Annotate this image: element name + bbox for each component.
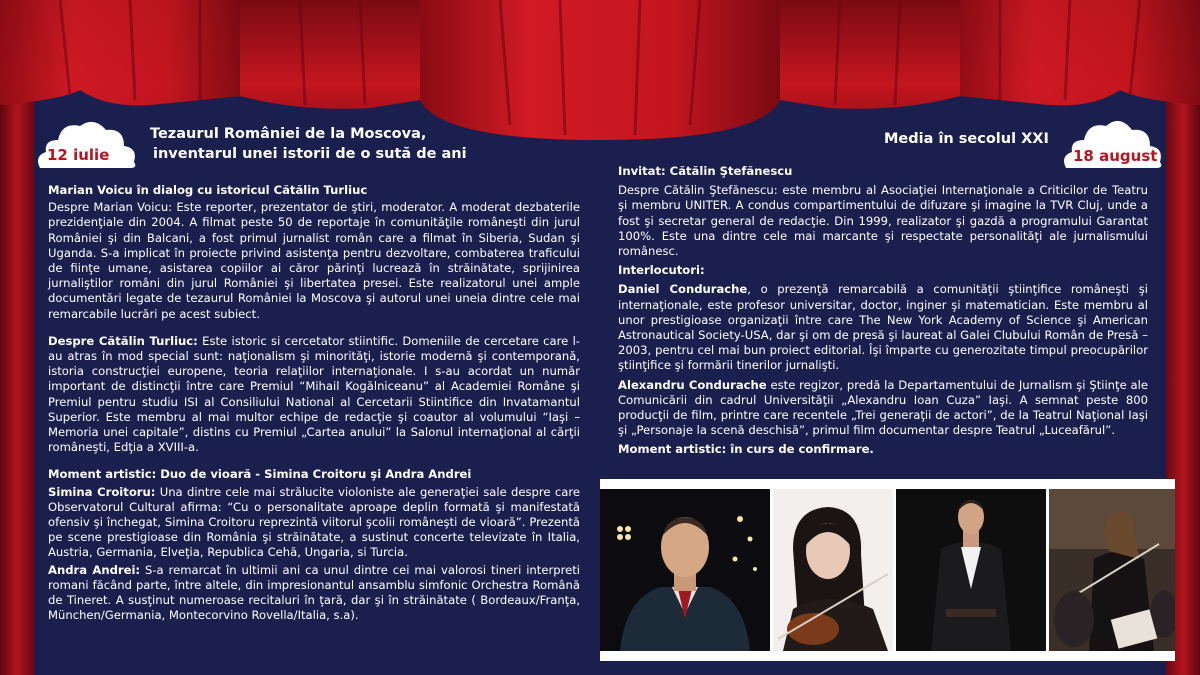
- turliuc-text: Este istoric si cercetator stiintific. Domeniile de cercetare care l-au atras în mod special sunt: naţionalism şi minorităţi, istorie modernă şi contemporană, istoria construcţiei europene, teoria relaţiilor internaţionale. I s-au acordat un număr important de distincţii între care Premiul “Mihail Kogălniceanu” al Academiei Române şi Premiul pentru studiu ISI al Consiliului National al Cercetarii Stiintifice din Invatamantul Superior. Este membru al mai multor echipe de redacţie şi coautor al volumului “Iaşi – Memoria unei capitale”, distins cu Premiul „Cartea anului” la Salonul internaţional al cărţii româneşti, Edţia a XVIII-a.: [48, 333, 580, 455]
- simina-label: Simina Croitoru:: [48, 484, 156, 499]
- andra-bio: [48, 563, 580, 624]
- voicu-bio: Despre Marian Voicu: Este reporter, prezentator de ştiri, moderator. A moderat dezbaterile prezidenţiale din 2004. A filmat peste 50 de reportaje în comunităţile româneşti din jurul României şi din Balcani, a fost primul jurnalist român care a filmat în Siberia, Sudan şi Uganda. S-a implicat în proiecte privind asistenţa pentru dezvoltare, combaterea traficului de fiinţe umane, asistarea copiilor ai căror părinţi lucrează în străinătate, sprijinirea jurnaliştilor români din jurul României şi libertatea presei. Este realizatorul unei ample documentări legate de tezaurul României la Moscova şi autorul unei uneia dintre cele mai remarcabile lucrări pe acest subiect.: [48, 200, 580, 321]
- photo-simina-croitoru: [773, 489, 893, 651]
- daniel-text: , o prezenţă remarcabilă a comunităţii ştiinţifice româneşti şi internaţionale, este profesor universitar, doctor, inginer şi matematician. Este membru al unor prestigioase organizaţii între care The New York Academy of Science şi American Astronautical Society-USA, dar şi om de presă şi laureat al Galei Clubului Român de Presă – 2003, pentru cel mai bun proiect editorial. Îşi împarte cu generozitate timpul preocupărilor ştiinţifice şi formării tinerilor jurnalişti.: [618, 282, 1148, 373]
- andra-text: S-a remarcat în ultimii ani ca unul dintre cei mai valorosi tineri interpreti romani făcând parte, între altele, din impresionantul ansamblu simfonic Orchestra Română de Tineret. A susţinut numeroase recitaluri în ţară, dar şi în străinătate ( Bordeaux/Franţa, München/Germania, Montecorvino Rovella/Italia, s.a).: [48, 562, 580, 623]
- alexandru-bio: [618, 378, 1148, 439]
- photo-catalin-stefanescu: [600, 489, 770, 651]
- interlocutors-heading: Interlocutori:: [618, 263, 705, 278]
- turliuc-label: Despre Cătălin Turliuc:: [48, 333, 198, 348]
- guest-bio: Despre Cătălin Ştefănescu: este membru al Asociaţiei Internaţionale a Criticilor de Teatru şi membru UNITER. A condus compartimentului de difuzare şi imagine la TVR Cluj, unde a fost şi secretar general de redacţie. Din 1999, realizator şi gazdă a programului Garantat 100%. Este una dintre cele mai marcante şi respectate personalităţi ale jurnalismului românesc.: [618, 183, 1148, 259]
- date-right: 18 august: [1073, 147, 1158, 165]
- left-title: [150, 124, 467, 164]
- alexandru-label: Alexandru Condurache: [618, 377, 767, 392]
- photo-daniel-condurache: [896, 489, 1046, 651]
- daniel-bio: [618, 282, 1148, 373]
- guest-heading: Invitat: Cătălin Ştefănescu: [618, 164, 793, 178]
- simina-text: Una dintre cele mai strălucite violoniste ale generaţiei sale despre care Observatorul Cultural afirma: “Cu o personalitate aproape deplin formată şi manifestată ofensiv şi închegat, Simina Croitoru reprezintă viitorul şcolii româneşti de vioară”. Prezentă pe scene prestigioase din România şi străinătate, a sustinut concerte televizate în Italia, Austria, Germania, Elveţia, Republica Cehă, Ungaria, si Turcia.: [48, 484, 580, 560]
- date-left: 12 iulie: [47, 146, 110, 164]
- alexandru-text: este regizor, predă la Departamentului de Jurnalism şi Ştiinţe ale Comunicării din cadrul Universităţii „Alexandru Ioan Cuza” Iaşi. A semnat peste 800 producţii de film, printre care recentele „Trei generaţii de actori”, de la Teatrul Naţional Iaşi şi „Personaje la scenă deschisă”, primul film documentar despre Teatrul „Luceafărul”.: [618, 377, 1149, 438]
- left-heading: Marian Voicu în dialog cu istoricul Cătălin Turliuc: [48, 183, 368, 197]
- photo-strip: [600, 479, 1175, 661]
- andra-label: Andra Andrei:: [48, 562, 141, 577]
- turliuc-bio: [48, 334, 580, 456]
- right-column: [618, 164, 1148, 460]
- photo-alexandru-condurache: [1049, 489, 1175, 651]
- left-column: [48, 183, 580, 635]
- daniel-label: Daniel Condurache: [618, 282, 748, 297]
- left-title-line2: inventarul unei istorii de o sută de ani: [153, 146, 467, 162]
- moment-right: Moment artistic: în curs de confirmare.: [618, 442, 874, 457]
- simina-bio: [48, 485, 580, 561]
- moment-heading-left: Moment artistic: Duo de vioară - Simina Croitoru şi Andra Andrei: [48, 467, 472, 482]
- left-title-line1: Tezaurul României de la Moscova,: [150, 126, 427, 142]
- right-title: Media în secolul XXI: [884, 131, 1049, 147]
